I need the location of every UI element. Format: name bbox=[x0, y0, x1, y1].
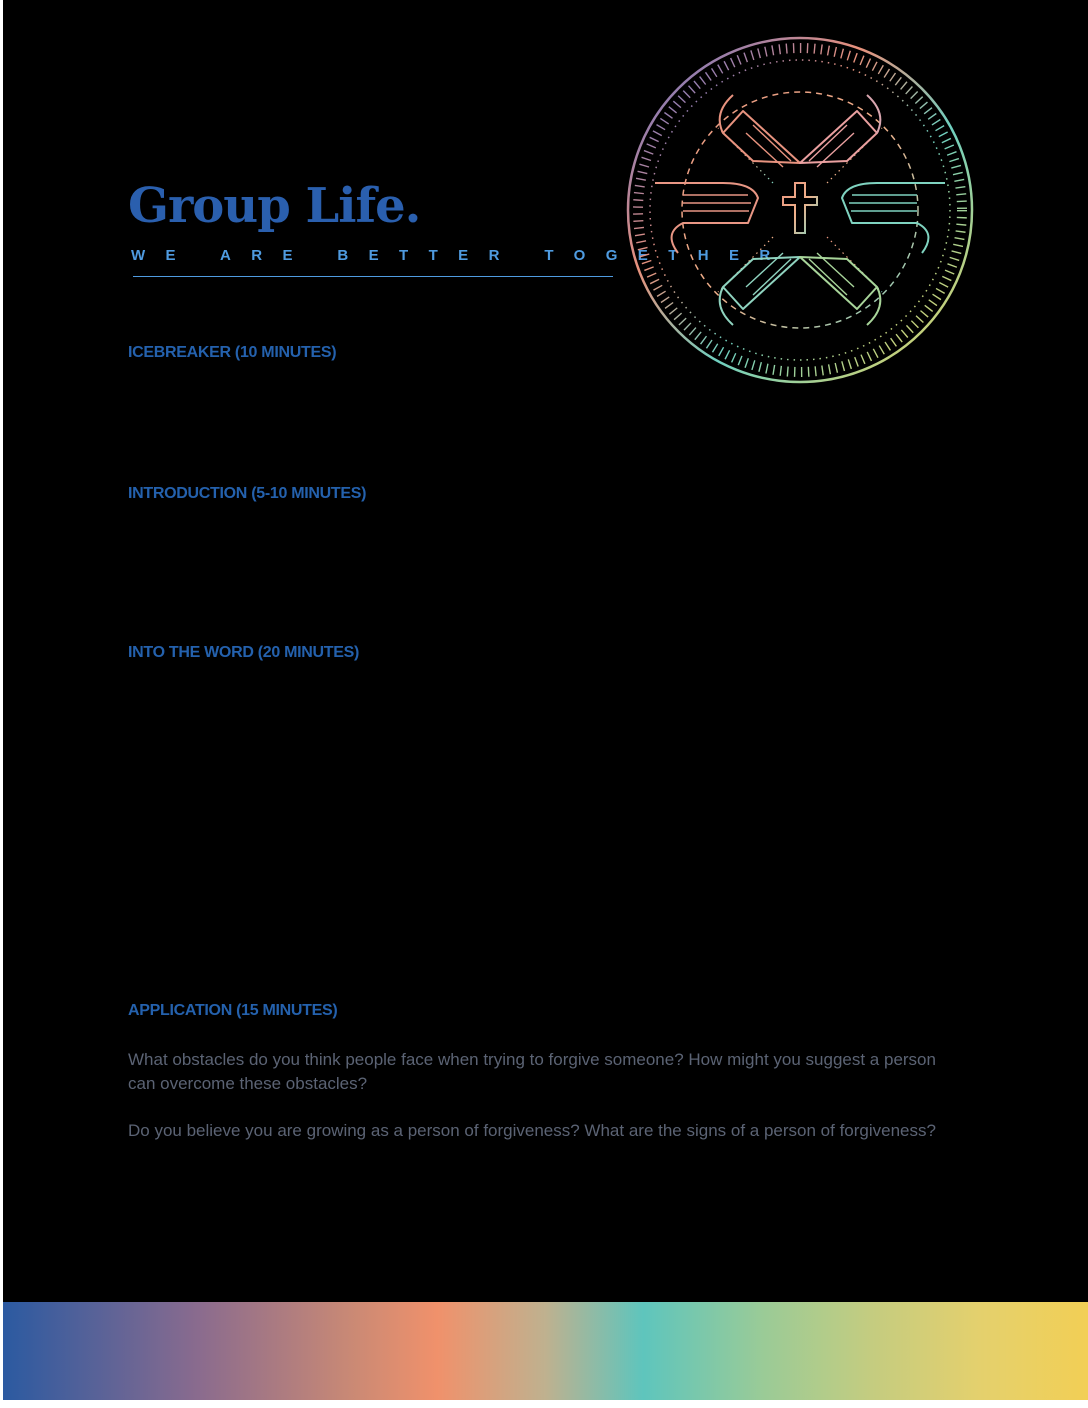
page-title: Group Life. bbox=[128, 178, 421, 234]
footer-gradient-bar bbox=[3, 1302, 1088, 1400]
section-heading-introduction: INTRODUCTION (5-10 MINUTES) bbox=[128, 485, 367, 502]
application-question-2: Do you believe you are growing as a person of forgiveness? What are the signs of a person of forgiveness? bbox=[128, 1121, 936, 1140]
section-heading-icebreaker: ICEBREAKER (10 MINUTES) bbox=[128, 344, 337, 361]
tagline-divider bbox=[133, 276, 613, 277]
application-question-1: What obstacles do you think people face when trying to forgive someone? How might you suggest a person can overcome these obstacles? bbox=[128, 1050, 936, 1093]
section-heading-application: APPLICATION (15 MINUTES) bbox=[128, 1002, 338, 1019]
section-heading-into-the-word: INTO THE WORD (20 MINUTES) bbox=[128, 644, 360, 661]
hands-around-cross-emblem-icon bbox=[623, 33, 978, 388]
document-page bbox=[3, 0, 1088, 1400]
tagline: WE ARE BETTER TOGETHER bbox=[131, 247, 791, 264]
